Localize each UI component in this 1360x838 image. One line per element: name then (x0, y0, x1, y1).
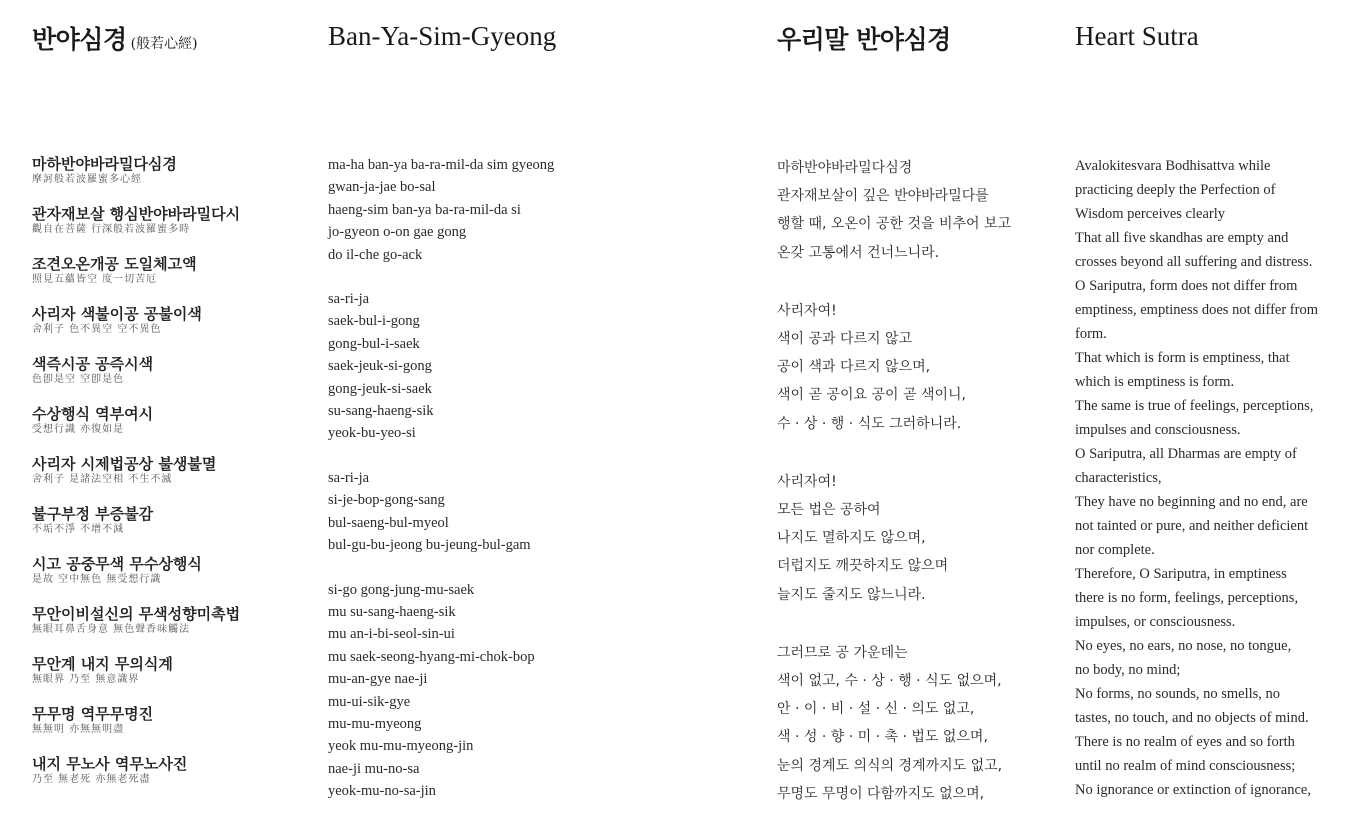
hangul-line: 시고 공중무색 무수상행식 (32, 555, 202, 573)
romanization-line: bul-saeng-bul-myeol (328, 514, 449, 531)
verse-pair (32, 154, 240, 204)
english-line: impulses, or consciousness. (1075, 614, 1236, 630)
modern-korean-stanza (777, 297, 1011, 438)
modern-korean-line: 행할 때, 오온이 공한 것을 비추어 보고 (777, 216, 1012, 233)
modern-korean-line: 눈의 경계도 의식의 경계까지도 없고, (777, 757, 1003, 774)
modern-korean-line: 색이 없고, 수 · 상 · 행 · 식도 없으며, (777, 673, 1002, 690)
modern-korean-line: 온갖 고통에서 건너느니라. (777, 244, 940, 261)
hangul-line: 마하반야바라밀다심경 (32, 155, 177, 173)
romanization-stanza (328, 288, 554, 445)
english-line: no body, no mind; (1075, 662, 1181, 678)
romanization-line: haeng-sim ban-ya ba-ra-mil-da si (328, 201, 521, 218)
romanization-stanza (328, 579, 554, 803)
modern-korean-line: 무명도 무명이 다함까지도 없으며, (777, 785, 985, 802)
romanization-line: mu-mu-myeong (328, 715, 422, 732)
english-line: characteristics, (1075, 470, 1162, 486)
romanization-line: gong-jeuk-si-saek (328, 380, 432, 397)
romanization-line: si-je-bop-gong-sang (328, 492, 445, 509)
hanja-line: 乃至 無老死 亦無老死盡 (32, 774, 151, 785)
modern-korean-stanza (777, 468, 1011, 609)
romanization-line: bul-gu-bu-jeong bu-jeung-bul-gam (328, 537, 531, 554)
modern-korean-line: 나지도 멸하지도 않으며, (777, 530, 926, 547)
verse-pair (32, 304, 240, 354)
hanja-verse-list (32, 154, 240, 804)
verse-pair (32, 704, 240, 754)
modern-korean-line: 색 · 성 · 향 · 미 · 촉 · 법도 없으며, (777, 729, 988, 746)
modern-korean-line: 색이 공과 다르지 않고 (777, 331, 913, 348)
hanja-line: 受想行識 亦復如是 (32, 424, 125, 435)
verse-pair (32, 454, 240, 504)
romanization-line: do il-che go-ack (328, 246, 423, 263)
english-line: That all five skandhas are empty and (1075, 230, 1289, 246)
modern-korean-line: 관자재보살이 깊은 반야바라밀다를 (777, 188, 989, 205)
romanization-line: saek-jeuk-si-gong (328, 358, 432, 375)
english-line: O Sariputra, form does not differ from (1075, 278, 1298, 294)
modern-korean-stanza (777, 154, 1011, 267)
modern-korean-line: 수 · 상 · 행 · 식도 그러하니라. (777, 415, 962, 432)
hanja-line: 色卽是空 空卽是色 (32, 374, 125, 385)
hanja-line: 照見五蘊皆空 度一切苦厄 (32, 274, 158, 285)
english-line: Avalokitesvara Bodhisattva while (1075, 158, 1271, 174)
verse-pair (32, 254, 240, 304)
english-line: not tainted or pure, and neither deficient (1075, 518, 1309, 534)
title-hanja: (般若心經) (130, 36, 198, 52)
english-line: The same is true of feelings, perceptions, (1075, 398, 1314, 414)
romanization-title: Ban-Ya-Sim-Gyeong (328, 21, 557, 51)
english-line: They have no beginning and no end, are (1075, 494, 1308, 510)
modern-korean-line: 모든 법은 공하여 (777, 502, 881, 519)
english-line: No ignorance or extinction of ignorance, (1075, 782, 1311, 798)
modern-korean-line: 늘지도 줄지도 않느니라. (777, 586, 926, 603)
modern-korean-title: 우리말 반야심경 (777, 25, 951, 54)
hangul-line: 조견오온개공 도일체고액 (32, 255, 197, 273)
romanization-stanza (328, 467, 554, 557)
modern-korean-line: 마하반야바라밀다심경 (777, 160, 913, 176)
hangul-line: 사리자 시제법공상 불생불멸 (32, 455, 217, 473)
verse-pair (32, 404, 240, 454)
hangul-line: 불구부정 부증불감 (32, 505, 154, 523)
english-line: That which is form is emptiness, that (1075, 350, 1290, 366)
hanja-line: 是故 空中無色 無受想行識 (32, 574, 162, 585)
english-line: No eyes, no ears, no nose, no tongue, (1075, 638, 1292, 654)
verse-pair (32, 654, 240, 704)
verse-pair (32, 354, 240, 404)
romanization-line: mu an-i-bi-seol-sin-ui (328, 626, 455, 643)
romanization-line: sa-ri-ja (328, 469, 370, 486)
modern-korean-line: 안 · 이 · 비 · 설 · 신 · 의도 없고, (777, 701, 975, 718)
romanization-line: gong-bul-i-saek (328, 335, 420, 352)
romanization-line: mu saek-seong-hyang-mi-chok-bop (328, 648, 535, 665)
romanization-line: mu-an-gye nae-ji (328, 671, 428, 688)
modern-korean-verse-list (777, 154, 1011, 838)
english-line: there is no form, feelings, perceptions, (1075, 590, 1299, 606)
english-line: which is emptiness is form. (1075, 374, 1235, 390)
english-title: Heart Sutra (1075, 21, 1199, 51)
modern-korean-line: 더럽지도 깨끗하지도 않으며 (777, 558, 949, 575)
modern-korean-line: 사리자여! (777, 302, 837, 319)
romanization-line: nae-ji mu-no-sa (328, 760, 420, 777)
romanization-verse-list (328, 154, 554, 825)
english-line: form. (1075, 326, 1107, 342)
english-line: emptiness, emptiness does not differ from (1075, 302, 1318, 318)
english-line: Therefore, O Sariputra, in emptiness (1075, 566, 1287, 582)
hangul-line: 무무명 역무무명진 (32, 705, 154, 723)
hanja-line: 觀自在菩薩 行深般若波羅蜜多時 (32, 224, 191, 235)
title-korean: 반야심경 (32, 25, 127, 54)
hangul-line: 무안이비설신의 무색성향미촉법 (32, 605, 241, 623)
hanja-line: 無無明 亦無無明盡 (32, 724, 125, 735)
hanja-line: 不垢不淨 不增不減 (32, 524, 125, 535)
hangul-line: 내지 무노사 역무노사진 (32, 755, 188, 773)
verse-pair (32, 504, 240, 554)
romanization-line: gwan-ja-jae bo-sal (328, 179, 436, 196)
english-line: tastes, no touch, and no objects of mind. (1075, 710, 1309, 726)
english-line: impulses and consciousness. (1075, 422, 1241, 438)
english-verse-list (1075, 154, 1318, 802)
hangul-line: 색즉시공 공즉시색 (32, 355, 154, 373)
romanization-line: su-sang-haeng-sik (328, 403, 434, 420)
romanization-line: yeok-mu-no-sa-jin (328, 783, 436, 800)
verse-pair (32, 554, 240, 604)
english-line: crosses beyond all suffering and distress. (1075, 254, 1313, 270)
hanja-line: 舍利子 色不異空 空不異色 (32, 324, 162, 335)
english-line: No forms, no sounds, no smells, no (1075, 686, 1281, 702)
hanja-line: 舍利子 是諸法空相 不生不滅 (32, 474, 173, 485)
english-line: until no realm of mind consciousness; (1075, 758, 1296, 774)
hangul-line: 관자재보살 행심반야바라밀다시 (32, 205, 241, 223)
hanja-column-title (32, 20, 198, 56)
verse-pair (32, 204, 240, 254)
romanization-line: si-go gong-jung-mu-saek (328, 581, 475, 598)
hanja-line: 無眼界 乃至 無意識界 (32, 674, 140, 685)
romanization-line: sa-ri-ja (328, 291, 370, 308)
romanization-line: yeok-bu-yeo-si (328, 425, 416, 442)
hanja-line: 無眼耳鼻舌身意 無色聲香味觸法 (32, 624, 191, 635)
modern-korean-line: 색이 곧 공이요 공이 곧 색이니, (777, 387, 966, 404)
verse-pair (32, 754, 240, 804)
hangul-line: 수상행식 역부여시 (32, 405, 154, 423)
english-line: O Sariputra, all Dharmas are empty of (1075, 446, 1297, 462)
modern-korean-stanza (777, 639, 1011, 808)
hangul-line: 무안계 내지 무의식계 (32, 655, 173, 673)
romanization-line: mu su-sang-haeng-sik (328, 603, 456, 620)
hangul-line: 사리자 색불이공 공불이색 (32, 305, 202, 323)
romanization-line: saek-bul-i-gong (328, 313, 420, 330)
english-line: Wisdom perceives clearly (1075, 206, 1225, 222)
romanization-line: mu-ui-sik-gye (328, 693, 411, 710)
english-line: nor complete. (1075, 542, 1155, 558)
romanization-stanza (328, 154, 554, 266)
romanization-line: jo-gyeon o-on gae gong (328, 224, 467, 241)
romanization-line: ma-ha ban-ya ba-ra-mil-da sim gyeong (328, 157, 555, 173)
modern-korean-line: 공이 색과 다르지 않으며, (777, 359, 931, 376)
verse-pair (32, 604, 240, 654)
hanja-line: 摩訶般若波羅蜜多心經 (32, 174, 142, 185)
english-line: practicing deeply the Perfection of (1075, 182, 1276, 198)
modern-korean-line: 사리자여! (777, 473, 837, 490)
modern-korean-line: 그러므로 공 가운데는 (777, 644, 908, 661)
english-line: There is no realm of eyes and so forth (1075, 734, 1295, 750)
romanization-line: yeok mu-mu-myeong-jin (328, 738, 474, 755)
